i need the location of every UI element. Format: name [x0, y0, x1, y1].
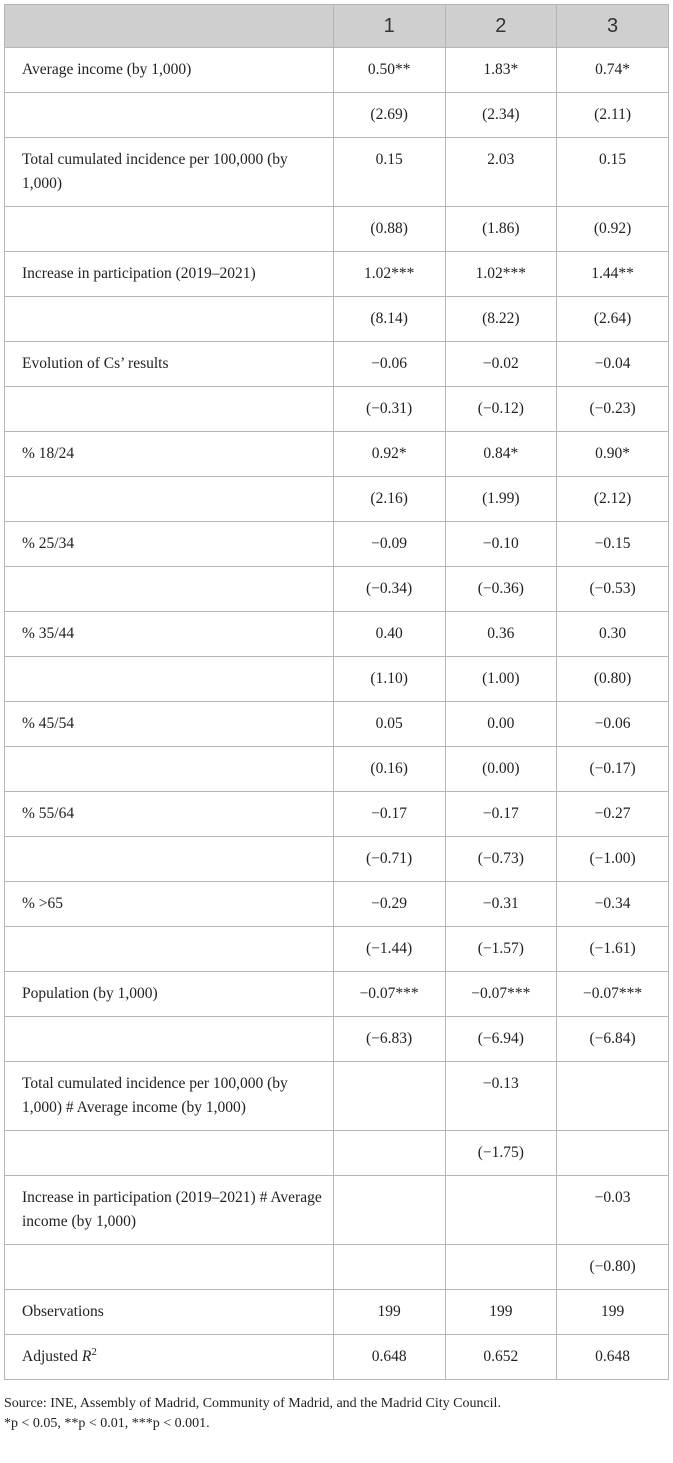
cell-value: (0.88)	[333, 207, 445, 252]
cell-value: −0.06	[333, 342, 445, 387]
table-row	[5, 927, 669, 972]
row-label	[5, 837, 334, 882]
cell-value	[445, 1176, 557, 1245]
cell-value: −0.02	[445, 342, 557, 387]
cell-value: −0.34	[557, 882, 669, 927]
cell-value	[445, 1245, 557, 1290]
table-row	[5, 477, 669, 522]
row-label: % 18/24	[5, 432, 334, 477]
cell-value: −0.03	[557, 1176, 669, 1245]
row-label	[5, 1017, 334, 1062]
table-row	[5, 342, 669, 387]
table-row	[5, 1176, 669, 1245]
cell-value: (−1.44)	[333, 927, 445, 972]
cell-value: (2.16)	[333, 477, 445, 522]
cell-value: 0.92*	[333, 432, 445, 477]
cell-value: (−0.73)	[445, 837, 557, 882]
table-row	[5, 1290, 669, 1335]
cell-value: (0.92)	[557, 207, 669, 252]
cell-value: −0.07***	[333, 972, 445, 1017]
row-label	[5, 567, 334, 612]
row-label: Increase in participation (2019–2021) # Average income (by 1,000)	[5, 1176, 334, 1245]
table-row	[5, 1245, 669, 1290]
cell-value: 0.652	[445, 1335, 557, 1380]
cell-value: −0.07***	[445, 972, 557, 1017]
r2-label-sup: 2	[91, 1345, 97, 1358]
header-row	[5, 5, 669, 48]
row-label: % 25/34	[5, 522, 334, 567]
cell-value: −0.17	[333, 792, 445, 837]
row-label: Evolution of Cs’ results	[5, 342, 334, 387]
cell-value: (−0.31)	[333, 387, 445, 432]
cell-value	[557, 1062, 669, 1131]
cell-value: −0.10	[445, 522, 557, 567]
row-label: % >65	[5, 882, 334, 927]
cell-value: 199	[557, 1290, 669, 1335]
row-label	[5, 657, 334, 702]
cell-value: 0.648	[557, 1335, 669, 1380]
table-row	[5, 252, 669, 297]
regression-table	[4, 4, 669, 1380]
cell-value: 0.30	[557, 612, 669, 657]
row-label	[5, 1245, 334, 1290]
cell-value: (−1.57)	[445, 927, 557, 972]
cell-value: 1.44**	[557, 252, 669, 297]
cell-value: (−0.80)	[557, 1245, 669, 1290]
row-label	[5, 297, 334, 342]
table-row	[5, 207, 669, 252]
table-body	[5, 48, 669, 1380]
table-row	[5, 972, 669, 1017]
cell-value: 0.40	[333, 612, 445, 657]
cell-value: (1.10)	[333, 657, 445, 702]
row-label	[5, 93, 334, 138]
table-row	[5, 882, 669, 927]
row-label	[5, 387, 334, 432]
cell-value: −0.27	[557, 792, 669, 837]
cell-value: (−6.94)	[445, 1017, 557, 1062]
cell-value: (2.69)	[333, 93, 445, 138]
table-row	[5, 567, 669, 612]
cell-value: (−1.61)	[557, 927, 669, 972]
table-row	[5, 1131, 669, 1176]
cell-value: −0.29	[333, 882, 445, 927]
r2-label-var: R	[81, 1348, 92, 1365]
cell-value: 0.648	[333, 1335, 445, 1380]
table-row	[5, 657, 669, 702]
cell-value: −0.17	[445, 792, 557, 837]
cell-value: (2.64)	[557, 297, 669, 342]
table-row	[5, 138, 669, 207]
cell-value: 0.05	[333, 702, 445, 747]
significance-note: *p < 0.05, **p < 0.01, ***p < 0.001.	[4, 1416, 210, 1431]
cell-value: 0.15	[333, 138, 445, 207]
cell-value: 0.15	[557, 138, 669, 207]
cell-value: 0.90*	[557, 432, 669, 477]
cell-value: 0.00	[445, 702, 557, 747]
cell-value: −0.06	[557, 702, 669, 747]
cell-value: (0.16)	[333, 747, 445, 792]
table-row	[5, 1017, 669, 1062]
row-label: % 55/64	[5, 792, 334, 837]
cell-value	[333, 1176, 445, 1245]
row-label: % 35/44	[5, 612, 334, 657]
cell-value: 1.83*	[445, 48, 557, 93]
row-label	[5, 1131, 334, 1176]
cell-value: (−1.00)	[557, 837, 669, 882]
cell-value: (8.22)	[445, 297, 557, 342]
row-label	[5, 1335, 334, 1380]
table-row	[5, 297, 669, 342]
cell-value: (1.99)	[445, 477, 557, 522]
table-row	[5, 1062, 669, 1131]
row-label: Increase in participation (2019–2021)	[5, 252, 334, 297]
cell-value: −0.04	[557, 342, 669, 387]
cell-value: (0.00)	[445, 747, 557, 792]
cell-value: (8.14)	[333, 297, 445, 342]
table-row	[5, 522, 669, 567]
source-note: Source: INE, Assembly of Madrid, Community of Madrid, and the Madrid City Council.	[4, 1396, 501, 1411]
cell-value: (−0.34)	[333, 567, 445, 612]
cell-value	[333, 1062, 445, 1131]
row-label: Total cumulated incidence per 100,000 (by 1,000)	[5, 138, 334, 207]
cell-value	[333, 1131, 445, 1176]
cell-value: (2.34)	[445, 93, 557, 138]
cell-value: −0.09	[333, 522, 445, 567]
row-label	[5, 927, 334, 972]
cell-value: (1.86)	[445, 207, 557, 252]
table-row	[5, 792, 669, 837]
row-label: Average income (by 1,000)	[5, 48, 334, 93]
cell-value: 0.84*	[445, 432, 557, 477]
row-label: Observations	[5, 1290, 334, 1335]
table-row	[5, 48, 669, 93]
header-col-3: 3	[557, 5, 669, 48]
table-row	[5, 702, 669, 747]
header-col-2: 2	[445, 5, 557, 48]
cell-value: (1.00)	[445, 657, 557, 702]
cell-value: (−1.75)	[445, 1131, 557, 1176]
table-row	[5, 837, 669, 882]
cell-value: (−0.17)	[557, 747, 669, 792]
row-label: Population (by 1,000)	[5, 972, 334, 1017]
cell-value: 199	[445, 1290, 557, 1335]
header-col-1: 1	[333, 5, 445, 48]
cell-value: 199	[333, 1290, 445, 1335]
row-label	[5, 747, 334, 792]
table-row-adjusted-r2	[5, 1335, 669, 1380]
cell-value: (−0.53)	[557, 567, 669, 612]
cell-value: −0.15	[557, 522, 669, 567]
cell-value: 0.50**	[333, 48, 445, 93]
cell-value: 0.74*	[557, 48, 669, 93]
table-row	[5, 747, 669, 792]
cell-value: −0.13	[445, 1062, 557, 1131]
cell-value: −0.31	[445, 882, 557, 927]
header-blank-cell	[5, 5, 334, 48]
cell-value: 1.02***	[333, 252, 445, 297]
cell-value: (2.12)	[557, 477, 669, 522]
cell-value: 2.03	[445, 138, 557, 207]
cell-value: (−0.12)	[445, 387, 557, 432]
cell-value: 1.02***	[445, 252, 557, 297]
cell-value: (2.11)	[557, 93, 669, 138]
cell-value	[333, 1245, 445, 1290]
row-label	[5, 207, 334, 252]
cell-value: (−0.23)	[557, 387, 669, 432]
table-row	[5, 93, 669, 138]
cell-value: (−0.71)	[333, 837, 445, 882]
table-row	[5, 387, 669, 432]
table-row	[5, 612, 669, 657]
cell-value: −0.07***	[557, 972, 669, 1017]
row-label	[5, 477, 334, 522]
r2-label-prefix: Adjusted	[22, 1348, 82, 1365]
cell-value	[557, 1131, 669, 1176]
cell-value: (−6.84)	[557, 1017, 669, 1062]
row-label: Total cumulated incidence per 100,000 (by 1,000) # Average income (by 1,000)	[5, 1062, 334, 1131]
cell-value: (0.80)	[557, 657, 669, 702]
table-row	[5, 432, 669, 477]
row-label: % 45/54	[5, 702, 334, 747]
cell-value: (−6.83)	[333, 1017, 445, 1062]
cell-value: 0.36	[445, 612, 557, 657]
cell-value: (−0.36)	[445, 567, 557, 612]
table-notes	[4, 1394, 673, 1434]
